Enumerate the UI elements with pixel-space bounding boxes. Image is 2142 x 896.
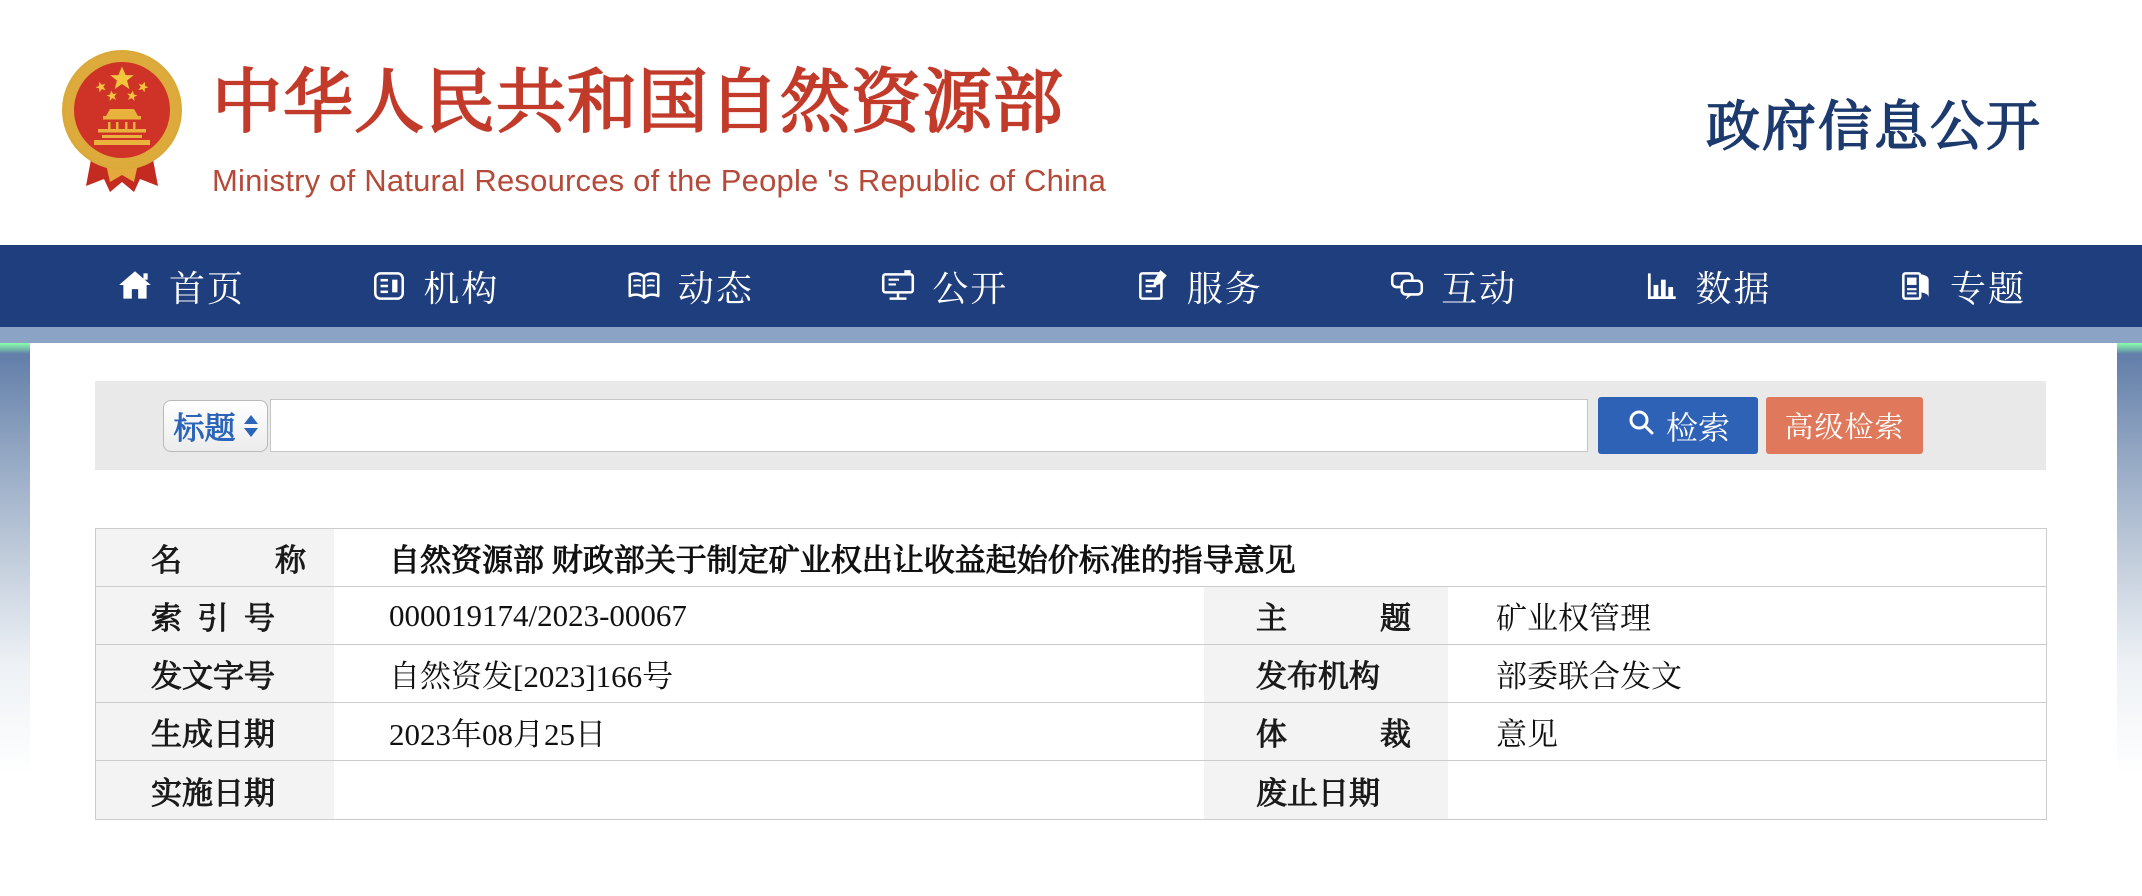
row-label: 废止日期: [1204, 761, 1448, 819]
effective-date-value: [334, 761, 1204, 819]
nav-item-news[interactable]: [625, 261, 754, 312]
row-label: 发布机构: [1204, 645, 1448, 702]
nav-item-label: 首页: [169, 267, 246, 309]
document-number-value: 自然资发[2023]166号: [389, 659, 674, 694]
news-book-icon: [625, 267, 663, 305]
creation-date-value: 2023年08月25日: [389, 717, 606, 752]
nav-item-topics[interactable]: [1897, 261, 2026, 312]
newspaper-icon: [1897, 267, 1935, 305]
site-header: [0, 0, 2142, 245]
document-info-table: [95, 528, 2047, 820]
nav-item-home[interactable]: [116, 261, 245, 312]
advanced-search-button[interactable]: [1766, 397, 1923, 454]
search-icon: [1626, 407, 1656, 445]
row-label: 索 引 号: [96, 587, 334, 644]
national-emblem-icon: [56, 42, 188, 197]
advanced-search-label: 高级检索: [1784, 412, 1905, 444]
nav-item-label: 公开: [932, 267, 1009, 309]
section-title: 政府信息公开: [1706, 97, 2042, 157]
table-row: [96, 587, 2046, 645]
site-title: 中华人民共和国自然资源部: [212, 63, 1064, 141]
row-label: 发文字号: [96, 645, 334, 702]
nav-item-label: 互动: [1441, 267, 1518, 309]
site-subtitle: Ministry of Natural Resources of the People 's Republic of China: [212, 163, 1107, 198]
index-number-value: 000019174/2023-00067: [389, 597, 687, 633]
nav-item-label: 专题: [1949, 267, 2026, 309]
subject-value: 矿业权管理: [1496, 601, 1651, 636]
page-background: [0, 343, 2142, 896]
row-label: 生成日期: [96, 703, 334, 760]
row-label: 名 称: [96, 529, 334, 586]
national-emblem-logo: [56, 42, 188, 202]
table-row: [96, 645, 2046, 703]
nav-item-label: 数据: [1695, 267, 1772, 309]
chat-bubbles-icon: [1388, 267, 1426, 305]
select-arrows-icon: [244, 415, 258, 437]
nav-item-label: 动态: [677, 267, 754, 309]
content-panel: [30, 343, 2117, 896]
document-title-value: 自然资源部 财政部关于制定矿业权出让收益起始价标准的指导意见: [389, 543, 1296, 578]
table-row: [96, 529, 2046, 587]
row-label: 实施日期: [96, 761, 334, 819]
row-label: 体 裁: [1204, 703, 1448, 760]
table-row: [96, 703, 2046, 761]
nav-item-interaction[interactable]: [1388, 261, 1517, 312]
nav-item-disclosure[interactable]: [879, 261, 1008, 312]
search-bar: [95, 381, 2046, 470]
genre-value: 意见: [1496, 717, 1558, 752]
organization-icon: [370, 267, 408, 305]
issuing-agency-value: 部委联合发文: [1496, 659, 1682, 694]
nav-item-data[interactable]: [1643, 261, 1772, 312]
home-icon: [116, 267, 154, 305]
nav-item-service[interactable]: [1134, 261, 1263, 312]
site-title-block: [212, 46, 1106, 199]
nav-item-label: 机构: [423, 267, 500, 309]
repeal-date-value: [1448, 761, 2046, 819]
main-nav: [0, 245, 2142, 327]
search-field-select[interactable]: [163, 400, 268, 452]
table-row: [96, 761, 2046, 819]
nav-underline-strip: [0, 327, 2142, 343]
monitor-icon: [879, 267, 917, 305]
row-label: 主 题: [1204, 587, 1448, 644]
service-edit-icon: [1134, 267, 1172, 305]
nav-item-organization[interactable]: [370, 261, 499, 312]
search-input[interactable]: [270, 399, 1588, 452]
nav-item-label: 服务: [1186, 267, 1263, 309]
bar-chart-icon: [1643, 267, 1681, 305]
search-button-label: 检索: [1665, 409, 1730, 446]
search-button[interactable]: [1598, 397, 1758, 454]
search-field-select-value: 标题: [173, 411, 236, 446]
